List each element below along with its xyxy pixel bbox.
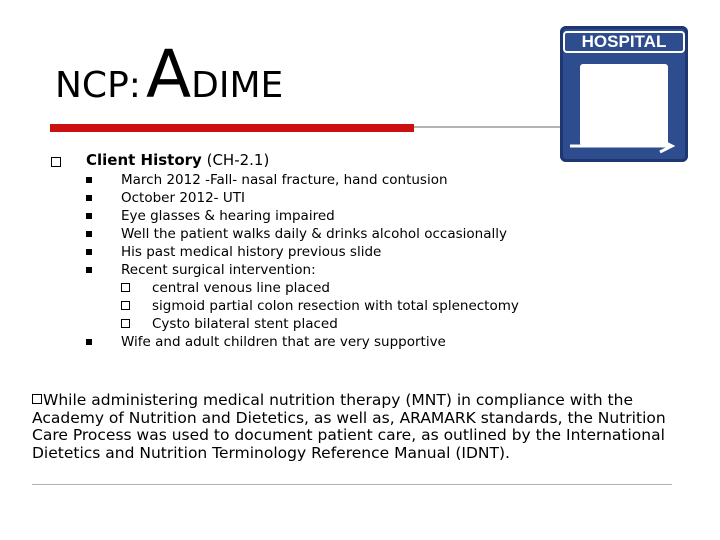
square-bullet-icon — [86, 249, 92, 255]
title-underline-red — [50, 124, 414, 132]
footer-divider — [32, 484, 672, 485]
list-item: Wife and adult children that are very supportive — [86, 333, 519, 351]
sub-list-item: central venous line placed — [121, 279, 519, 297]
hospital-sign-image — [560, 26, 688, 162]
title-ncp: NCP: — [55, 65, 141, 106]
section-bullet-icon — [51, 157, 61, 167]
client-history-list — [86, 171, 519, 351]
sublist-container — [86, 279, 519, 333]
section-heading-code: (CH-2.1) — [206, 151, 270, 169]
sub-list-item: sigmoid partial colon resection with total splenectomy — [121, 297, 519, 315]
hospital-sign-label: HOSPITAL — [563, 31, 685, 53]
summary-text: While administering medical nutrition therapy (MNT) in compliance with the Academy of Nutrition and Dietetics, as well as, ARAMARK standards, the Nutrition Care Process was used to document patient care, as outlined by the International Dietetics and Nutrition Terminology Reference Manual (IDNT). — [32, 391, 666, 462]
hollow-bullet-icon — [121, 319, 130, 328]
list-item: Recent surgical intervention: — [86, 261, 519, 279]
title-initial: A — [146, 36, 192, 113]
title-rest: DIME — [191, 65, 284, 106]
list-item: His past medical history previous slide — [86, 243, 519, 261]
square-bullet-icon — [86, 339, 92, 345]
hollow-bullet-icon — [121, 301, 130, 310]
arrow-right-icon — [568, 138, 680, 154]
section-heading — [86, 151, 269, 169]
square-bullet-icon — [86, 231, 92, 237]
square-bullet-icon — [86, 267, 92, 273]
list-item: March 2012 -Fall- nasal fracture, hand contusion — [86, 171, 519, 189]
summary-paragraph — [32, 392, 672, 462]
list-item: Eye glasses & hearing impaired — [86, 207, 519, 225]
square-bullet-icon — [86, 213, 92, 219]
list-item: October 2012- UTI — [86, 189, 519, 207]
slide-title — [55, 36, 284, 113]
section-heading-text: Client History — [86, 151, 202, 169]
list-item: Well the patient walks daily & drinks alcohol occasionally — [86, 225, 519, 243]
paragraph-bullet-icon — [32, 394, 42, 404]
hospital-h-icon — [580, 64, 668, 146]
sub-list-item: Cysto bilateral stent placed — [121, 315, 519, 333]
hollow-bullet-icon — [121, 283, 130, 292]
surgical-sublist — [121, 279, 519, 333]
square-bullet-icon — [86, 195, 92, 201]
square-bullet-icon — [86, 177, 92, 183]
